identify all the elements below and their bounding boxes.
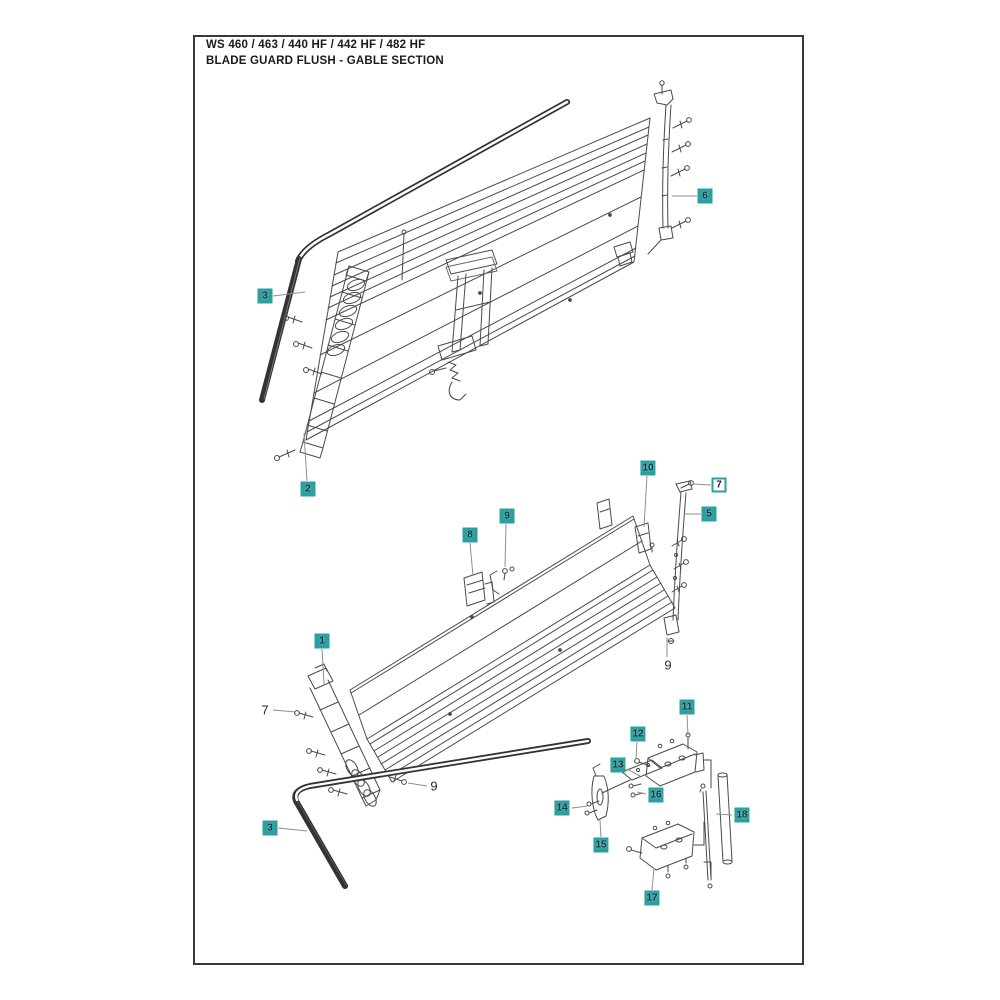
callout-3[interactable]: 3 — [263, 821, 278, 836]
callout-2[interactable]: 2 — [301, 482, 316, 497]
model-list-title: WS 460 / 463 / 440 HF / 442 HF / 482 HF — [206, 39, 426, 51]
section-title: BLADE GUARD FLUSH - GABLE SECTION — [206, 55, 444, 67]
callout-10[interactable]: 10 — [642, 462, 654, 474]
callout-9-ref: 9 — [664, 657, 672, 673]
callout-11[interactable]: 11 — [680, 700, 695, 715]
callout-9[interactable]: 9 — [500, 509, 515, 524]
callout-12[interactable]: 12 — [632, 728, 644, 740]
callout-3[interactable]: 3 — [258, 289, 273, 304]
callout-17[interactable]: 17 — [646, 892, 658, 904]
callout-18[interactable]: 18 — [736, 809, 748, 821]
callout-7-ref: 7 — [261, 702, 269, 718]
callout-7[interactable]: 7 — [712, 478, 727, 493]
callout-6[interactable]: 6 — [698, 189, 713, 204]
callout-9-ref: 9 — [430, 778, 438, 794]
callout-8[interactable]: 8 — [463, 528, 478, 543]
callout-15[interactable]: 15 — [595, 839, 607, 851]
callout-1[interactable]: 1 — [315, 634, 330, 649]
callout-5[interactable]: 5 — [702, 507, 717, 522]
callout-13[interactable]: 13 — [612, 759, 624, 771]
callout-16[interactable]: 16 — [650, 789, 662, 801]
callout-14[interactable]: 14 — [556, 802, 568, 814]
